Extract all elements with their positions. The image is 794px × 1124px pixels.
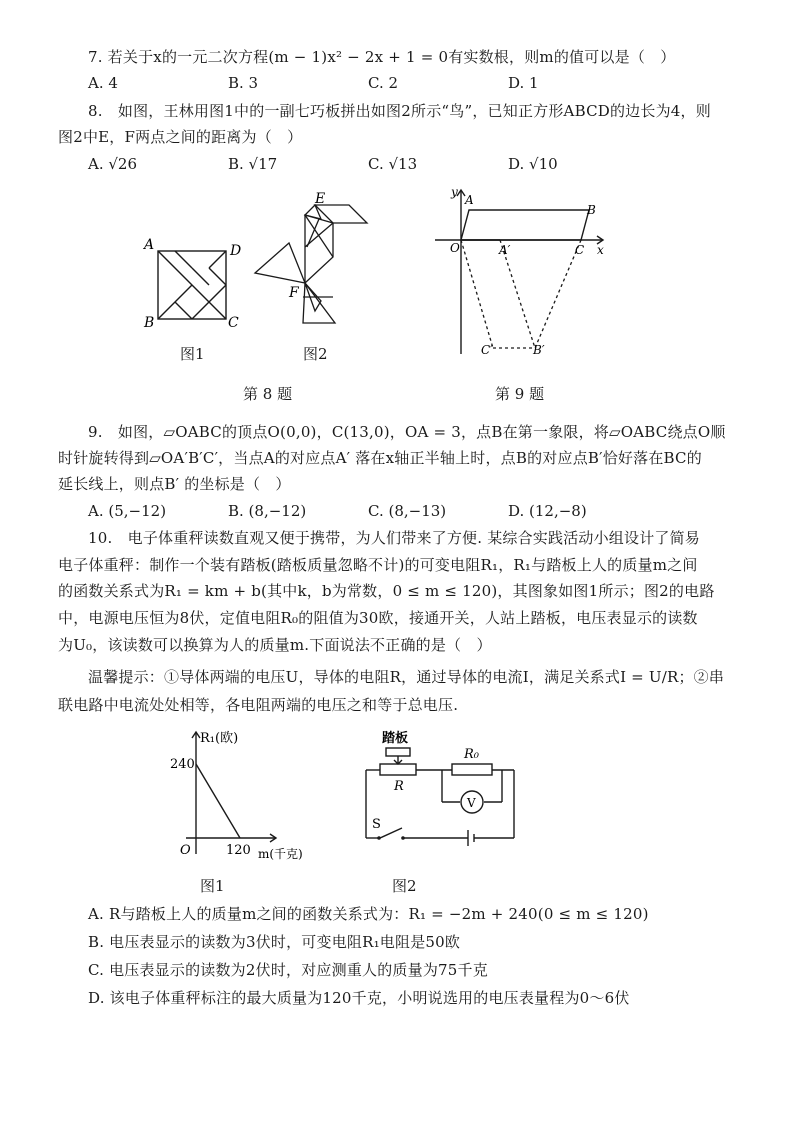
q9-figure [425, 182, 615, 357]
q10-circuit-voltmeter-label: V [467, 796, 476, 810]
q10-graph-origin: O [180, 843, 191, 858]
q9-option-b: B. (8,−12) [228, 502, 307, 520]
fig2-label-f: F [289, 285, 299, 301]
q9-label-c-prime: C′ [481, 343, 493, 357]
q10-figure1-caption: 图1 [200, 877, 225, 895]
q7-stem: 7. 若关于x的一元二次方程(m − 1)x² − 2x + 1 = 0有实数根，则m的值可以是（ ） [88, 48, 676, 66]
q7-option-b: B. 3 [228, 74, 259, 92]
q7-option-d: D. 1 [508, 74, 539, 92]
q7-option-c: C. 2 [368, 74, 399, 92]
q10-figure2-circuit [360, 726, 525, 856]
q9-option-c: C. (8,−13) [368, 502, 447, 520]
q10-figure2-caption: 图2 [392, 877, 417, 895]
q9-label-y: y [451, 185, 458, 199]
q10-circuit-switch-label: S [372, 817, 381, 832]
q8-option-a: A. √26 [88, 155, 138, 173]
q10-graph-xlabel: m(千克) [258, 847, 303, 861]
q9-label-o: O [450, 241, 460, 255]
q10-line3: 的函数关系式为R₁ = km + b(其中k，b为常数，0 ≤ m ≤ 120)，其图象如图1所示；图2的电路 [58, 582, 715, 600]
q8-option-c: C. √13 [368, 155, 418, 173]
q9-label-a-prime: A′ [499, 243, 511, 257]
q9-stem-line3: 延长线上，则点B′ 的坐标是（ ） [58, 475, 291, 493]
q10-circuit-r0-label: R₀ [464, 747, 479, 762]
q10-figure1-graph [168, 726, 318, 866]
q10-hint-line1: 温馨提示：①导体两端的电压U，导体的电阻R，通过导体的电流I，满足关系式I = U/R；②串 [88, 668, 725, 686]
q10-graph-ylabel: R₁(欧) [200, 731, 239, 746]
q8-figure-caption: 第 8 题 [243, 385, 293, 403]
q10-line5: 为U₀，该读数可以换算为人的质量m.下面说法不正确的是（ ） [58, 636, 492, 654]
q9-label-x: x [597, 243, 604, 257]
q10-option-d: D. 该电子体重秤标注的最大质量为120千克，小明说选用的电压表量程为0～6伏 [88, 989, 630, 1007]
q10-line4: 中，电源电压恒为8伏，定值电阻R₀的阻值为30欧，接通开关，人站上踏板，电压表显示的读数 [58, 609, 698, 627]
q9-label-c: C [575, 243, 585, 257]
q8-figure2-caption: 图2 [303, 345, 328, 363]
q9-option-d: D. (12,−8) [508, 502, 587, 520]
q10-graph-y240: 240 [170, 757, 195, 772]
q9-label-b-prime: B′ [533, 343, 545, 357]
q8-figure1-caption: 图1 [180, 345, 205, 363]
q10-circuit-pedal-label: 踏板 [382, 731, 409, 746]
q8-stem-line1: 8. 如图，王林用图1中的一副七巧板拼出如图2所示“鸟”，已知正方形ABCD的边长为4，则 [88, 102, 711, 120]
q9-label-b: B [587, 203, 596, 217]
q9-stem-line2: 时针旋转得到▱OA′B′C′，当点A的对应点A′ 落在x轴正半轴上时，点B的对应点B′恰好落在BC的 [58, 449, 702, 467]
q8-stem-line2: 图2中E，F两点之间的距离为（ ） [58, 128, 303, 146]
q10-hint-line2: 联电路中电流处处相等，各电阻两端的电压之和等于总电压. [58, 696, 459, 714]
q9-label-a: A [465, 193, 474, 207]
q9-option-a: A. (5,−12) [88, 502, 167, 520]
fig1-label-b: B [144, 315, 155, 331]
fig2-label-e: E [315, 191, 326, 207]
q8-figure2-bird [245, 185, 375, 330]
q8-option-b: B. √17 [228, 155, 278, 173]
fig1-label-a: A [144, 237, 155, 253]
q8-figure1-tangram [140, 235, 255, 335]
q10-graph-x120: 120 [226, 843, 251, 858]
q10-line2: 电子体重秤：制作一个装有踏板(踏板质量忽略不计)的可变电阻R₁，R₁与踏板上人的质量m之间 [58, 556, 698, 574]
q10-line1: 10. 电子体重秤读数直观又便于携带，为人们带来了方便. 某综合实践活动小组设计了简易 [88, 529, 700, 547]
q8-option-d: D. √10 [508, 155, 558, 173]
q10-option-b: B. 电压表显示的读数为3伏时，可变电阻R₁电阻是50欧 [88, 933, 461, 951]
q9-figure-caption: 第 9 题 [495, 385, 545, 403]
q10-circuit-r-label: R [394, 779, 404, 794]
q7-option-a: A. 4 [88, 74, 118, 92]
q10-option-a: A. R与踏板上人的质量m之间的函数关系式为：R₁ = −2m + 240(0 ≤ m ≤ 120) [88, 905, 649, 923]
q10-option-c: C. 电压表显示的读数为2伏时，对应测重人的质量为75千克 [88, 961, 488, 979]
q9-stem-line1: 9. 如图，▱OABC的顶点O(0,0)，C(13,0)，OA = 3，点B在第一象限，将▱OABC绕点O顺 [88, 423, 726, 441]
fig1-label-d: D [230, 243, 242, 259]
fig1-label-c: C [228, 315, 239, 331]
